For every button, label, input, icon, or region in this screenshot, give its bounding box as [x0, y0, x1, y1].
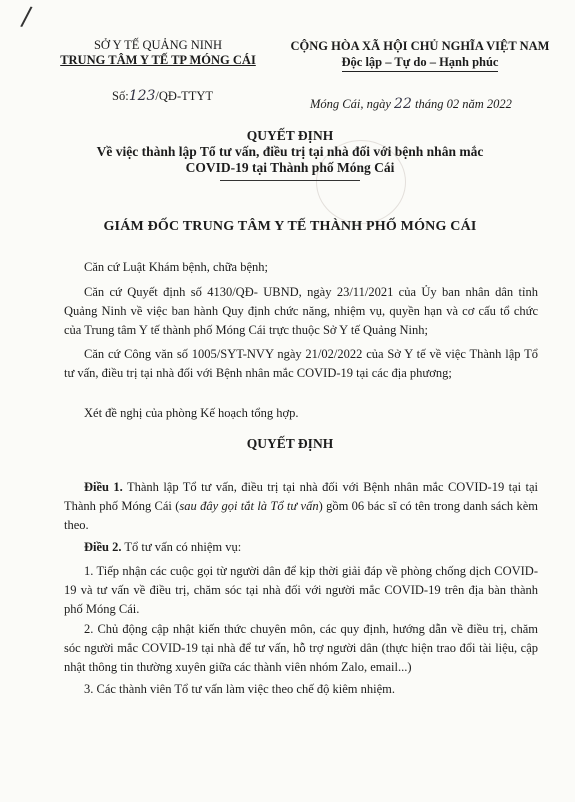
- article-1-text-b: ) gồm 06 bác sĩ có tên trong danh sách kèm theo.: [64, 499, 538, 532]
- issuer-center: TRUNG TÂM Y TẾ TP MÓNG CÁI: [60, 53, 256, 67]
- national-title: CỘNG HÒA XÃ HỘI CHỦ NGHĨA VIỆT NAM: [290, 39, 550, 53]
- article-2-item-1: 1. Tiếp nhận các cuộc gọi từ người dân để kịp thời giải đáp về phòng chống dịch COVID-19 và tư vấn về điều trị, chăm sóc tại nhà đối với người mắc COVID-19 trên địa bàn thành phố Móng Cái.: [64, 564, 538, 616]
- article-1-label: Điều 1.: [84, 480, 123, 494]
- article-1-text-a: Thành lập Tổ tư vấn, điều trị tại nhà đối với Bệnh nhân mắc COVID-19 tại tại Thành phố Móng Cái (: [64, 480, 539, 513]
- decision-heading: QUYẾT ĐỊNH: [246, 436, 334, 451]
- basis-1: Căn cứ Luật Khám bệnh, chữa bệnh;: [84, 260, 268, 274]
- article-2: [64, 538, 538, 557]
- article-2-text: Tổ tư vấn có nhiệm vụ:: [121, 540, 242, 554]
- title-rule: [220, 180, 360, 181]
- basis-4: Xét đề nghị của phòng Kế hoạch tổng hợp.: [84, 406, 299, 420]
- article-2-item-3: 3. Các thành viên Tổ tư vấn làm việc theo chế độ kiêm nhiệm.: [84, 682, 395, 696]
- number-prefix: Số:: [112, 89, 129, 103]
- issuer-header: [28, 38, 288, 68]
- title-subtitle-2: COVID-19 tại Thành phố Móng Cái: [185, 160, 395, 175]
- handwritten-mark: /: [19, 1, 34, 33]
- title-subtitle-1: Về việc thành lập Tổ tư vấn, điều trị tại nhà đối với bệnh nhân mắc: [96, 144, 484, 159]
- document-date: [310, 96, 512, 112]
- issuer-department: SỞ Y TẾ QUẢNG NINH: [93, 38, 222, 52]
- number-handwritten: 123: [128, 88, 156, 104]
- date-suffix: tháng 02 năm 2022: [414, 97, 512, 111]
- article-1: [64, 478, 538, 535]
- title-main: QUYẾT ĐỊNH: [246, 128, 334, 143]
- national-motto: Độc lập – Tự do – Hạnh phúc: [342, 54, 499, 72]
- number-suffix: /QĐ-TTYT: [155, 89, 214, 103]
- document-title: [40, 128, 540, 181]
- date-day: 22: [394, 96, 412, 112]
- basis-2: Căn cứ Quyết định số 4130/QĐ- UBND, ngày 23/11/2021 của Ủy ban nhân dân tỉnh Quảng Ninh về việc ban hành Quy định chức năng, nhiệm vụ, quyền hạn và cơ cấu tổ chức của Trung tâm Y tế thành phố Móng Cái trực thuộc Sở Y tế Quảng Ninh;: [64, 285, 538, 337]
- article-2-item-2: 2. Chủ động cập nhật kiến thức chuyên môn, các quy định, hướng dẫn về điều trị, chăm sóc người mắc COVID-19 tại nhà để tư vấn, hỗ trợ người dân (thực hiện trao đổi tài liệu, cập nhật thông tin thường xuyên giữa các thành viên nhóm Zalo, email...): [64, 622, 538, 674]
- national-header: [285, 38, 555, 72]
- article-1-text-italic: sau đây gọi tắt là Tổ tư vấn: [179, 499, 319, 513]
- basis-3: Căn cứ Công văn số 1005/SYT-NVY ngày 21/02/2022 của Sở Y tế về việc Thành lập Tổ tư vấn, điều trị tại nhà đối với Bệnh nhân mắc COVID-19 tại các địa phương;: [64, 347, 538, 380]
- document-number: [112, 88, 213, 104]
- date-prefix: Móng Cái, ngày: [310, 97, 391, 111]
- director-heading: GIÁM ĐỐC TRUNG TÂM Y TẾ THÀNH PHỐ MÓNG CÁI: [103, 219, 477, 234]
- article-2-label: Điều 2.: [84, 540, 122, 554]
